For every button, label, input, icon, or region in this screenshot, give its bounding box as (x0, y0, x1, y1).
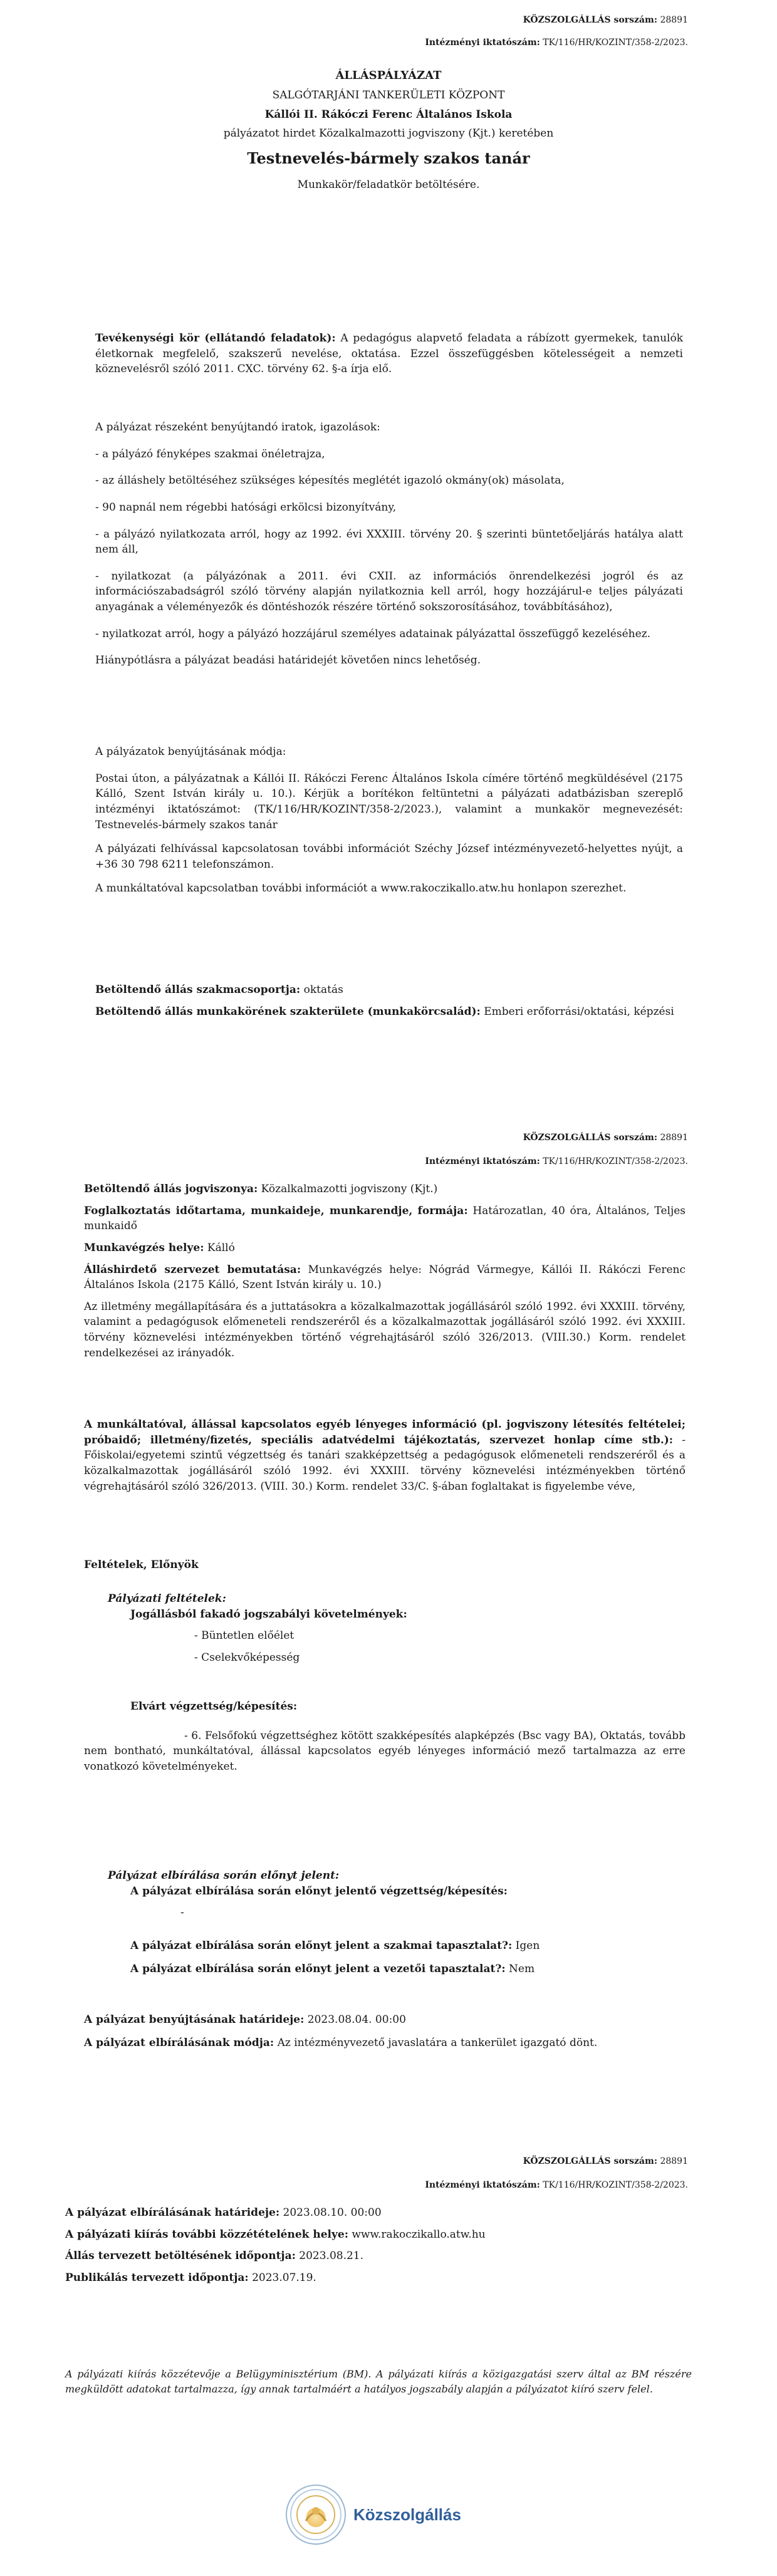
document-item: - a pályázó nyilatkozata arról, hogy az 1992. évi XXXIII. törvény 20. § szerinti büntetőeljárás hatálya alatt nem áll, (95, 527, 683, 556)
submission-section (95, 744, 683, 896)
contact-info: A pályázati felhívással kapcsolatosan további információt Széchy József intézményvezető-helyettes nyújt, a +36 30 798 6211 telefonszámon. (95, 843, 683, 871)
advantage-education-label: A pályázat elbírálása során előnyt jelentő végzettség/képesítés: (130, 1884, 508, 1898)
ref-number-page2 (523, 1133, 688, 1143)
ref-label: KÖZSZOLGÁLLÁS sorszám: (523, 2156, 657, 2166)
document-item: - 90 napnál nem régebbi hatósági erkölcsi bizonyítvány, (95, 501, 397, 514)
legal-requirement-item: - Büntetlen előélet (194, 1629, 295, 1643)
activity-label: Tevékenységi kör (ellátandó feladatok): (95, 332, 336, 345)
disclaimer (65, 2367, 692, 2397)
other-info (84, 1417, 686, 1494)
advertiser-value: Munkavégzés helye: Nógrád Vármegye, Kállói II. Rákóczi Ferenc Általános Iskola (2175 Kálló, Szent István király u. 10.) (84, 1263, 686, 1292)
education-text: - 6. Felsőfokú végzettséghez kötött szakképesítés alapképzés (Bsc vagy BA), Oktatás, tovább nem bontható, munkáltatóval, állással kapcsolatos egyéb lényeges információ mező tartalmazza az erre vonatkozó követelményeket. (84, 1729, 686, 1773)
final-details (65, 2205, 692, 2286)
institution-ref-label: Intézményi iktatószám: (425, 1156, 540, 1166)
deadline-label: A pályázat benyújtásának határideje: (84, 2013, 305, 2026)
activity-text: A pedagógus alapvető feladata a rábízott gyermekek, tanulók életkornak megfelelő, szakszerű nevelése, oktatása. Ezzel összefüggésben kötelességeit a nemzeti köznevelésről szóló 2011. CXC. törvény 62. §-a írja elő. (95, 332, 683, 376)
education-title: Elvárt végzettség/képesítés: (130, 1700, 298, 1713)
advertiser-label: Álláshirdető szervezet bemutatása: (84, 1263, 301, 1276)
documents-section (95, 420, 683, 668)
ref-number: 28891 (660, 1133, 688, 1143)
evaluation-method-label: A pályázat elbírálásának módja: (84, 2036, 274, 2049)
publication-value: www.rakoczikallo.atw.hu (348, 2228, 486, 2241)
deadline-value: 2023.08.04. 00:00 (304, 2013, 406, 2026)
advantage-leadership-value: Nem (505, 1962, 535, 1975)
page-heading: ÁLLÁSPÁLYÁZAT (335, 69, 442, 82)
evaluation-deadline-label: A pályázat elbírálásának határideje: (65, 2206, 280, 2219)
publication-label: A pályázati kiírás további közzétételének helye: (65, 2228, 348, 2241)
title-block (0, 68, 777, 192)
employer-info: A munkáltatóval kapcsolatban további információt a www.rakoczikallo.atw.hu honlapon szerezhet. (95, 882, 627, 895)
deficiency-note: Hiánypótlásra a pályázat beadási határidejét követően nincs lehetőség. (95, 654, 481, 667)
institution-ref-number: TK/116/HR/KOZINT/358-2/2023. (543, 2180, 688, 2190)
ref-number-top (523, 15, 688, 25)
legal-label: Betöltendő állás jogviszonya: (84, 1183, 258, 1195)
logo-emblem-icon (286, 2485, 346, 2545)
submission-heading: A pályázatok benyújtásának módja: (95, 745, 286, 758)
advantage-section (108, 1868, 691, 1976)
position-title: Testnevelés-bármely szakos tanár (247, 149, 530, 168)
ref-number: 28891 (660, 15, 688, 25)
institution-ref-page3 (425, 2180, 688, 2190)
fill-date-value: 2023.08.21. (295, 2250, 364, 2263)
group-value: oktatás (300, 984, 343, 996)
position-subtitle: Munkakör/feladatkör betöltésére. (297, 178, 480, 191)
document-item: - a pályázó fényképes szakmai önéletrajza, (95, 447, 325, 460)
education-requirements (84, 1699, 686, 1775)
evaluation-deadline-value: 2023.08.10. 00:00 (279, 2206, 382, 2219)
advantage-leadership-label: A pályázat elbírálása során előnyt jelent a vezetői tapasztalat?: (130, 1962, 506, 1975)
advantage-education-value: - (180, 1906, 184, 1919)
deadline-section (84, 2012, 686, 2050)
document-item: - nyilatkozat (a pályázónak a 2011. évi CXII. az információs önrendelkezési jogról és az információszabadságról szóló törvény alapján nyilatkoznia kell arról, hogy hozzájárul-e teljes pályázati anyagának a véleményezők és döntéshozók részére történő sokszorosításához, továbbításához), (95, 569, 683, 614)
advantage-experience-label: A pályázat elbírálása során előnyt jelent a szakmai tapasztalat?: (130, 1939, 513, 1952)
intro-line: pályázatot hirdet Közalkalmazotti jogviszony (Kjt.) keretében (223, 127, 554, 140)
other-info-value: - Főiskolai/egyetemi szintű végzettség és tanári szakképzettség a pedagógusok előmeneteli rendszeréről és a közalkalmazottak jogállásáról szóló 1992. évi XXXIII. törvény köznevelési intézményekben történő végrehajtásáról szóló 326/2013. (VIII. 30.) Korm. rendelet 33/C. §-ában foglaltakat is figyelembe véve, (84, 1433, 686, 1493)
disclaimer-text: A pályázati kiírás közzétevője a Belügyminisztérium (BM). A pályázati kiírás a közigazgatási szerv által az BM részére megküldött adatokat tartalmazza, így annak tartalmáért a hatályos jogszabály alapján a pályázatot kiíró szerv felel. (65, 2368, 692, 2395)
institution-ref-page2 (425, 1156, 688, 1166)
institution-ref-number: TK/116/HR/KOZINT/358-2/2023. (543, 38, 688, 48)
document-item: - az álláshely betöltéséhez szükséges képesítés meglétét igazoló okmány(ok) másolata, (95, 474, 565, 487)
evaluation-method-value: Az intézményvezető javaslatára a tankerület igazgató dönt. (274, 2036, 598, 2049)
application-conditions (108, 1591, 691, 1666)
institution-ref-number: TK/116/HR/KOZINT/358-2/2023. (543, 1156, 688, 1166)
documents-intro: A pályázat részeként benyújtandó iratok, igazolások: (95, 421, 380, 434)
group-label: Betöltendő állás szakmacsoportja: (95, 984, 301, 996)
ref-label: KÖZSZOLGÁLLÁS sorszám: (523, 15, 657, 25)
area-label: Betöltendő állás munkakörének szakterülete (munkakörcsalád): (95, 1005, 481, 1018)
advantage-experience-value: Igen (512, 1939, 540, 1952)
fill-date-label: Állás tervezett betöltésének időpontja: (65, 2250, 296, 2263)
legal-value: Közalkalmazotti jogviszony (Kjt.) (258, 1183, 438, 1195)
salary-text: Az illetmény megállapítására és a juttatásokra a közalkalmazottak jogállásáról szóló 1992. évi XXXIII. törvény, valamint a pedagógusok előmeneteli rendszeréről és a közalkalmazottak jogállásáról szóló 1992. évi XXXIII. törvény köznevelési intézményekben történő végrehajtásáról szóló 326/2013. (VIII.30.) Korm. rendelet rendelkezései az irányadók. (84, 1300, 686, 1359)
conditions-title: Feltételek, Előnyök (84, 1559, 199, 1571)
area-value: Emberi erőforrási/oktatási, képzési (480, 1005, 674, 1018)
submission-text: Postai úton, a pályázatnak a Kállói II. Rákóczi Ferenc Általános Iskola címére történő megküldésével (2175 Kálló, Szent István király u. 10.). Kérjük a borítékon feltüntetni a pályázati adatbázisban szereplő intézményi iktatószámot: (TK/116/HR/KOZINT/358-2/2023.), valamint a munkakör megnevezését: Testnevelés-bármely szakos tanár (95, 772, 683, 831)
employment-label: Foglalkoztatás időtartama, munkaideje, munkarendje, formája: (84, 1204, 468, 1217)
advantage-title: Pályázat elbírálása során előnyt jelent: (108, 1869, 340, 1882)
activity-section (95, 331, 683, 377)
conditions-heading (84, 1557, 686, 1573)
logo-text: Közszolgállás (353, 2505, 461, 2524)
place-label: Munkavégzés helye: (84, 1241, 204, 1254)
other-info-label: A munkáltatóval, állással kapcsolatos egyéb lényeges információ (pl. jogviszony létesítés feltételei; próbaidő; illetmény/fizetés, speciális adatvédelmi tájékoztatás, szervezet honlap címe stb.): (84, 1418, 686, 1446)
school-name: Kállói II. Rákóczi Ferenc Általános Iskola (264, 108, 513, 121)
position-details (84, 1182, 686, 1361)
institution-ref-label: Intézményi iktatószám: (425, 38, 540, 48)
publish-date-label: Publikálás tervezett időpontja: (65, 2271, 249, 2284)
document-item: - nyilatkozat arról, hogy a pályázó hozzájárul személyes adatainak pályázattal összefüggő kezeléséhez. (95, 627, 651, 640)
ref-number: 28891 (660, 2156, 688, 2166)
ref-label: KÖZSZOLGÁLLÁS sorszám: (523, 1133, 657, 1143)
legal-requirements-title: Jogállásból fakadó jogszabályi követelmények: (130, 1607, 407, 1621)
ref-number-page3 (523, 2156, 688, 2166)
organization-name: SALGÓTARJÁNI TANKERÜLETI KÖZPONT (272, 89, 505, 102)
kozszolgallas-logo (286, 2485, 461, 2545)
profession-section (95, 982, 683, 1019)
application-conditions-title: Pályázati feltételek: (108, 1592, 226, 1605)
employment-value: Határozatlan, 40 óra, Általános, Teljes munkaidő (84, 1204, 686, 1233)
legal-requirement-item: - Cselekvőképesség (194, 1651, 300, 1664)
institution-ref-label: Intézményi iktatószám: (425, 2180, 540, 2190)
place-value: Kálló (204, 1241, 235, 1254)
institution-ref (425, 38, 688, 48)
publish-date-value: 2023.07.19. (248, 2271, 316, 2284)
